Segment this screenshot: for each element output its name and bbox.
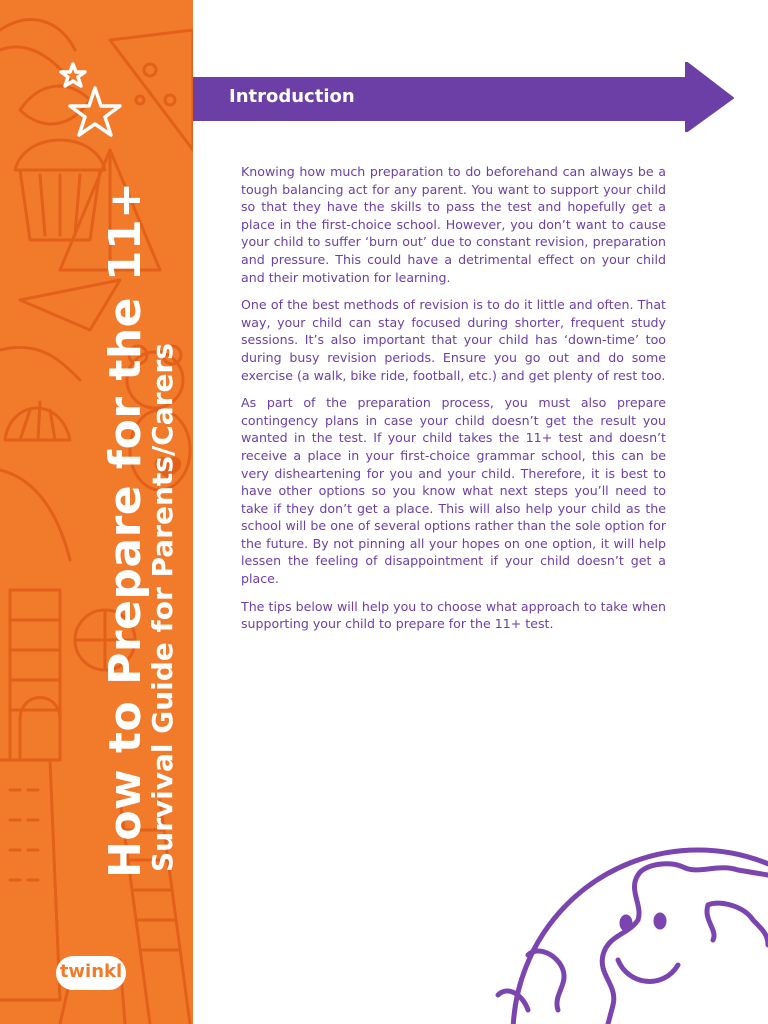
cover-title: How to Prepare for the 11+ — [100, 181, 151, 878]
cover-subtitle: Survival Guide for Parents/Carers — [146, 343, 179, 872]
paragraph: As part of the preparation process, you must also prepare contingency plans in case your child doesn’t get the result you wanted in the test. If your child takes the 11+ test and doesn’t receive a place in your first-choice grammar school, this can be very disheartening for you and your child. Therefore, it is best to have other options so you know what next steps you’ll need to take if they don’t get a place. This will also help your child as the school will be one of several options rather than the sole option for the future. By not pinning all your hopes on one option, it will help lessen the feeling of disappointment if your child doesn’t get a place. — [241, 395, 666, 587]
star-icon — [61, 64, 85, 86]
twinkl-logo — [56, 956, 126, 992]
smiling-globe-illustration — [468, 845, 768, 1024]
paragraph: The tips below will help you to choose what approach to take when supporting your child to prepare for the 11+ test. — [241, 598, 666, 632]
star-icon — [70, 88, 120, 135]
section-heading: Introduction — [229, 86, 355, 107]
cover-sidebar — [0, 0, 193, 1024]
logo-text: twinkl — [59, 961, 123, 982]
paragraph: Knowing how much preparation to do beforehand can always be a tough balancing act for any parent. You want to support your child so that they have the skills to pass the test and hopefully get a place in the first-choice school. However, you don’t want to cause your child to suffer ‘burn out’ due to constant revision, preparation and pressure. This could have a detrimental effect on your child and their motivation for learning. — [241, 164, 666, 285]
body-text — [241, 163, 666, 643]
paragraph: One of the best methods of revision is to do it little and often. That way, your child can stay focused during shorter, frequent study sessions. It’s also important that your child has ‘down-time’ too during busy revision periods. Ensure you go out and do some exercise (a walk, bike ride, football, etc.) and get plenty of rest too. — [241, 297, 666, 383]
